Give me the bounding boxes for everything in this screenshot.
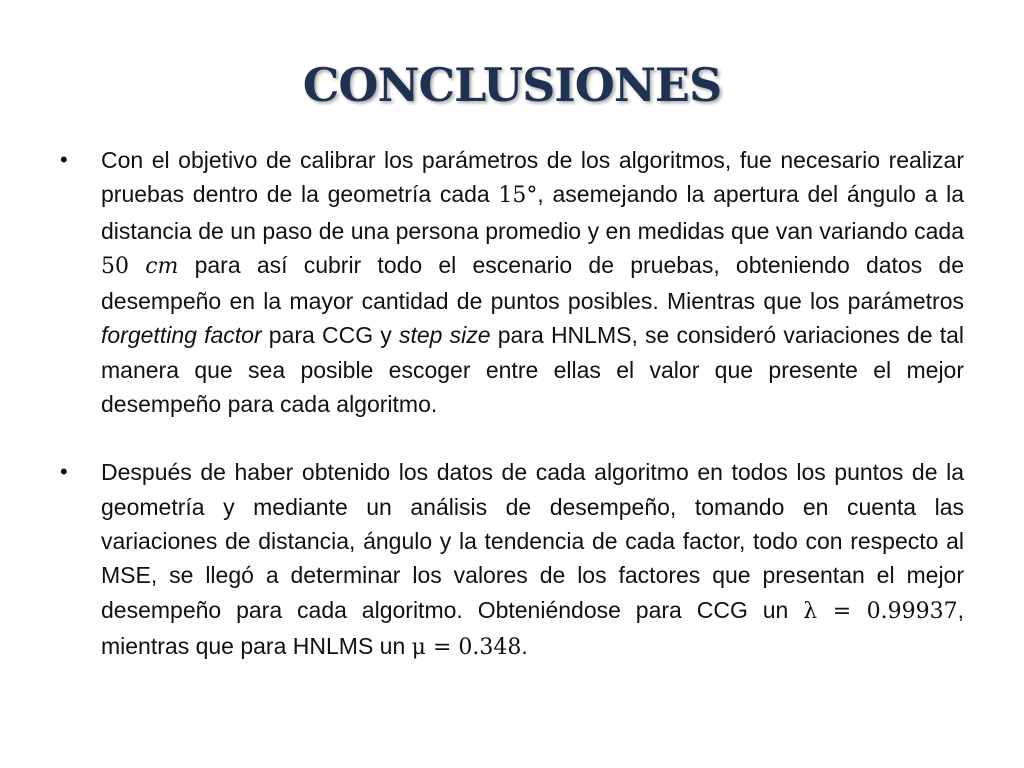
bullet-text: para HNLMS, se consideró variaciones de tal manera que sea posible escoger entre ellas el valor que presente el mejor desempeño para cada algoritmo. bbox=[101, 322, 964, 418]
angle-step-value: 15° bbox=[498, 183, 538, 209]
bullet-text: Con el objetivo de calibrar los parámetros de los algoritmos, fue necesario realizar pruebas dentro de la geometría cada bbox=[101, 147, 964, 208]
parameter-name: forgetting factor bbox=[101, 322, 262, 349]
bullet-icon: • bbox=[60, 459, 68, 485]
distance-step-unit: cm bbox=[145, 253, 179, 279]
bullet-icon: • bbox=[60, 147, 68, 172]
lambda-value: λ = 0.99937 bbox=[803, 598, 958, 624]
bullet-text: . bbox=[521, 632, 528, 659]
bullet-text: para CCG y bbox=[261, 322, 399, 349]
bullet-text: , asemejando la apertura del ángulo a la distancia de un paso de una persona promedio y en medidas que van variando cada bbox=[101, 181, 965, 244]
bullet-text: para así cubrir todo el escenario de pruebas, obteniendo datos de desempeño en la mayor cantidad de puntos posibles. Mientras que los parámetros bbox=[101, 251, 964, 315]
bullet-item-results bbox=[56, 455, 964, 665]
bullet-list bbox=[56, 143, 964, 665]
bullet-text: Después de haber obtenido los datos de cada algoritmo en todos los puntos de la geometría y mediante un análisis de desempeño, tomando en cuenta las variaciones de distancia, ángulo y la tendencia de cada factor, todo con respecto al MSE, se llegó a determinar los valores de los factores que presentan el mejor desempeño para cada algoritmo. Obteniéndose para CCG un bbox=[101, 459, 964, 623]
mu-value: μ = 0.348 bbox=[411, 634, 522, 660]
parameter-name: step size bbox=[398, 322, 491, 349]
bullet-item-calibration bbox=[56, 143, 964, 421]
slide-title: CONCLUSIONES bbox=[302, 58, 722, 112]
distance-step-number: 50 bbox=[101, 253, 129, 279]
bullet-text: , mientras que para HNLMS un bbox=[101, 596, 964, 659]
